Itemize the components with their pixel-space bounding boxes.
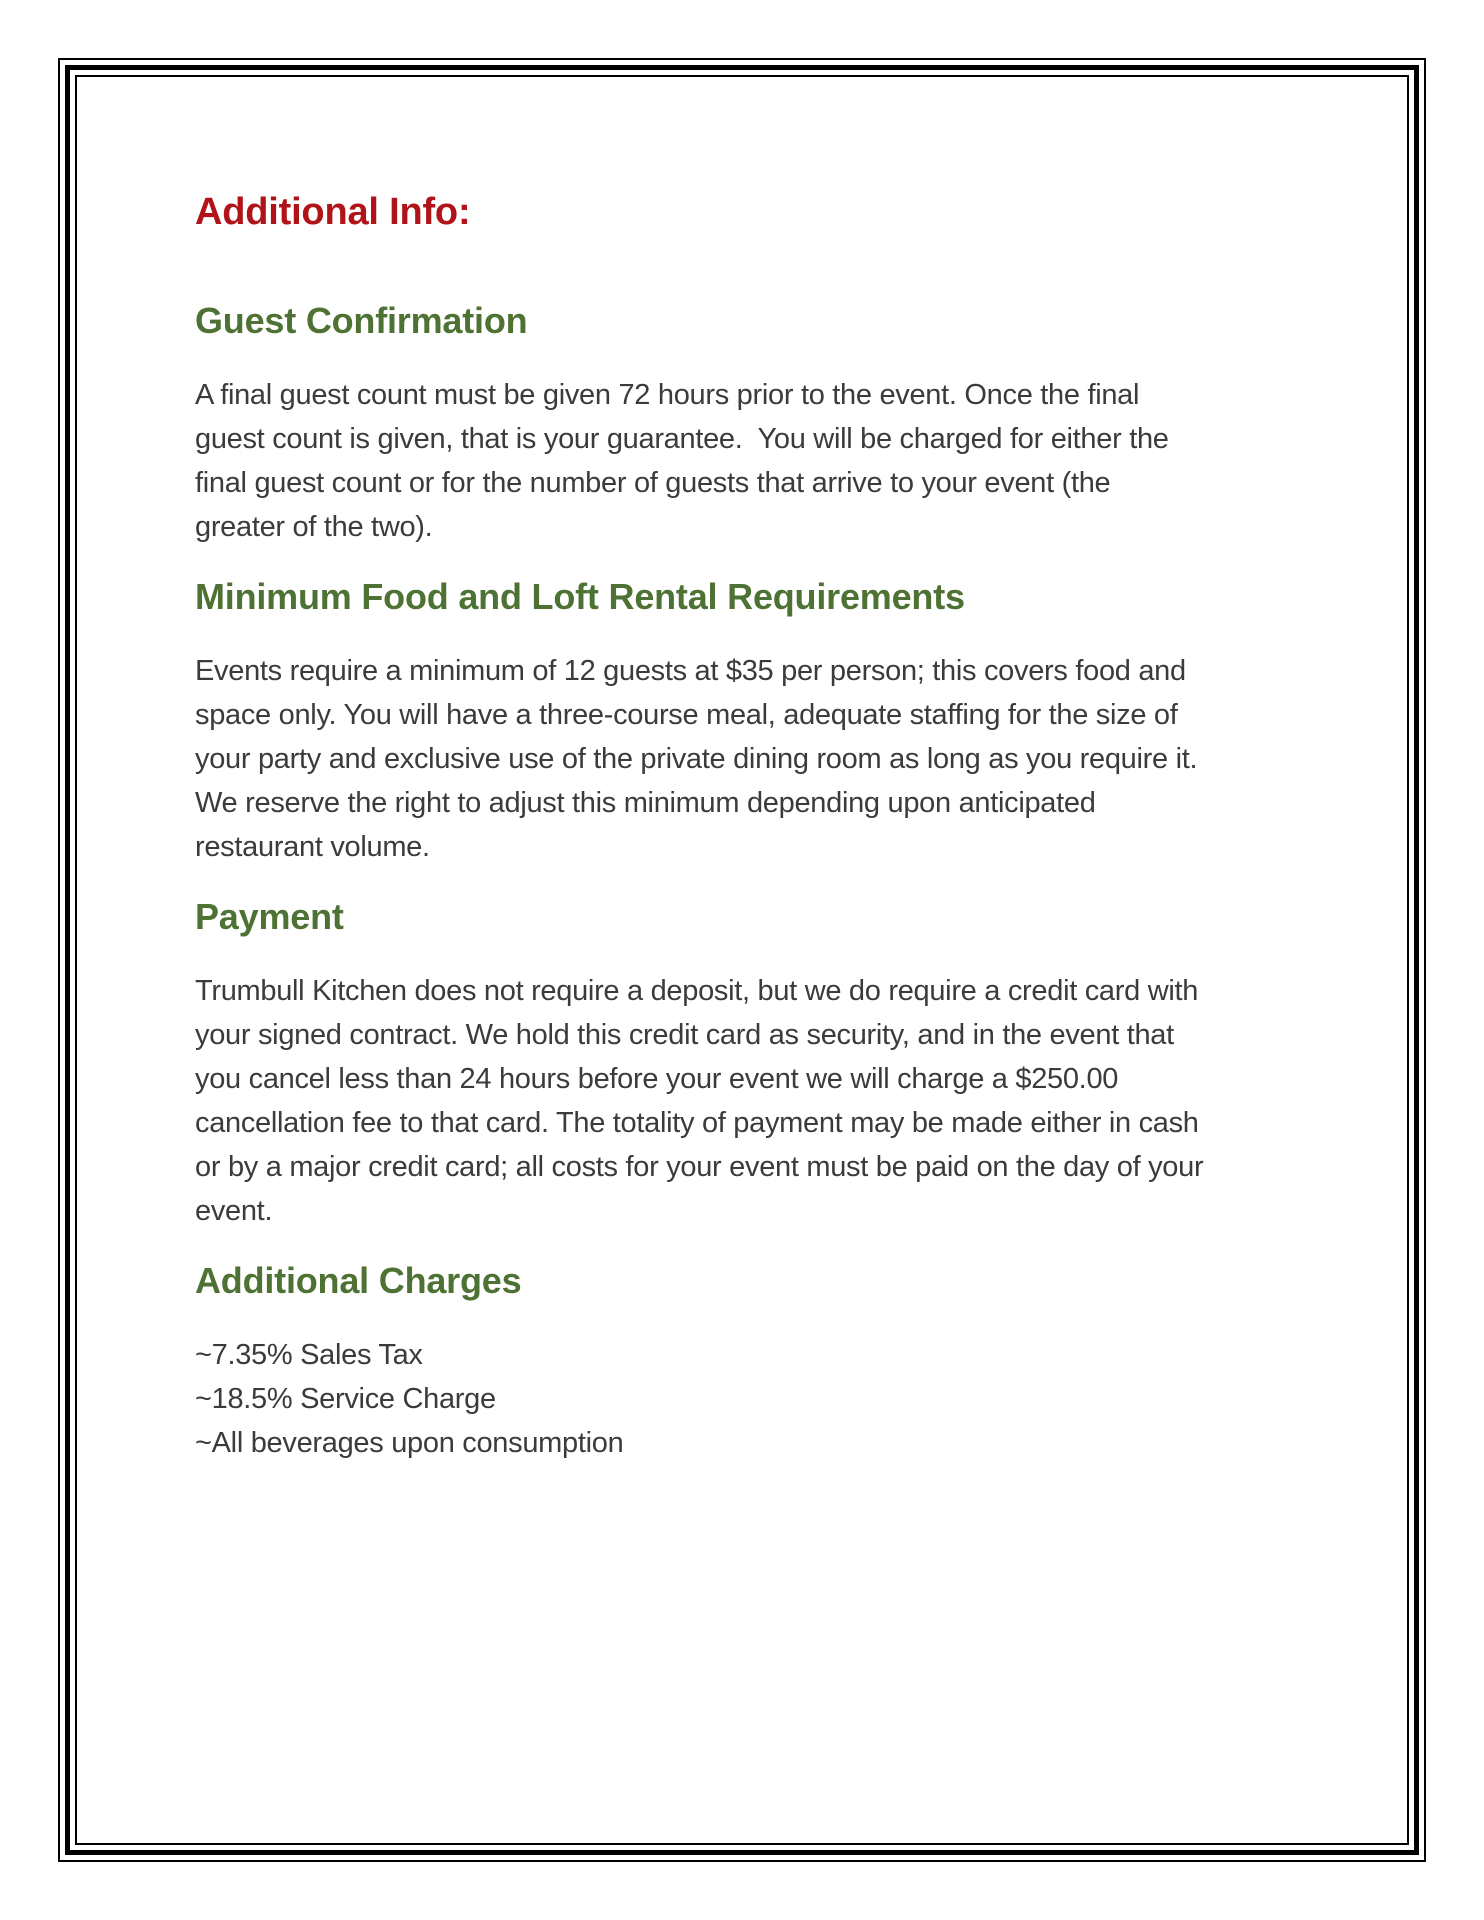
paragraph-line: Events require a minimum of 12 guests at $35 per person; this covers food and xyxy=(195,655,1186,687)
page-border-middle xyxy=(65,65,1419,1855)
page-title: Additional Info: xyxy=(195,191,471,233)
paragraph-line: restaurant volume. xyxy=(195,831,430,863)
paragraph-line: your signed contract. We hold this credit card as security, and in the event that xyxy=(195,1019,1174,1051)
section-paragraph-payment xyxy=(195,969,1379,1233)
paragraph-line: ~7.35% Sales Tax xyxy=(195,1339,423,1371)
paragraph-line: space only. You will have a three-course meal, adequate staffing for the size of xyxy=(195,699,1178,731)
paragraph-line: your party and exclusive use of the private dining room as long as you require it. xyxy=(195,743,1198,775)
paragraph-line: A final guest count must be given 72 hours prior to the event. Once the final xyxy=(195,379,1140,411)
paragraph-line: guest count is given, that is your guarantee. You will be charged for either the xyxy=(195,423,1169,455)
section-paragraph-additional-charges xyxy=(195,1333,1379,1465)
paragraph-line: greater of the two). xyxy=(195,511,433,543)
paragraph-line: Trumbull Kitchen does not require a deposit, but we do require a credit card with xyxy=(195,975,1199,1007)
section-paragraph-minimum-food-and-loft-rental-requirements xyxy=(195,649,1379,869)
paragraph-line: or by a major credit card; all costs for your event must be paid on the day of your xyxy=(195,1151,1204,1183)
paragraph-line: you cancel less than 24 hours before your event we will charge a $250.00 xyxy=(195,1063,1119,1095)
paragraph-line: final guest count or for the number of guests that arrive to your event (the xyxy=(195,467,1111,499)
page-border-outer xyxy=(58,58,1426,1862)
paragraph-line: We reserve the right to adjust this minimum depending upon anticipated xyxy=(195,787,1096,819)
paragraph-line: cancellation fee to that card. The totality of payment may be made either in cash xyxy=(195,1107,1199,1139)
sections-container xyxy=(195,299,1379,1465)
paragraph-line: event. xyxy=(195,1195,273,1227)
section-heading-guest-confirmation: Guest Confirmation xyxy=(195,300,528,341)
paragraph-line: ~18.5% Service Charge xyxy=(195,1383,496,1415)
section-heading-minimum-food-and-loft-rental-requirements: Minimum Food and Loft Rental Requirements xyxy=(195,576,965,617)
paragraph-line: ~All beverages upon consumption xyxy=(195,1427,624,1459)
page-content xyxy=(75,75,1409,1845)
section-paragraph-guest-confirmation xyxy=(195,373,1379,549)
section-heading-payment: Payment xyxy=(195,896,344,937)
section-heading-additional-charges: Additional Charges xyxy=(195,1260,522,1301)
